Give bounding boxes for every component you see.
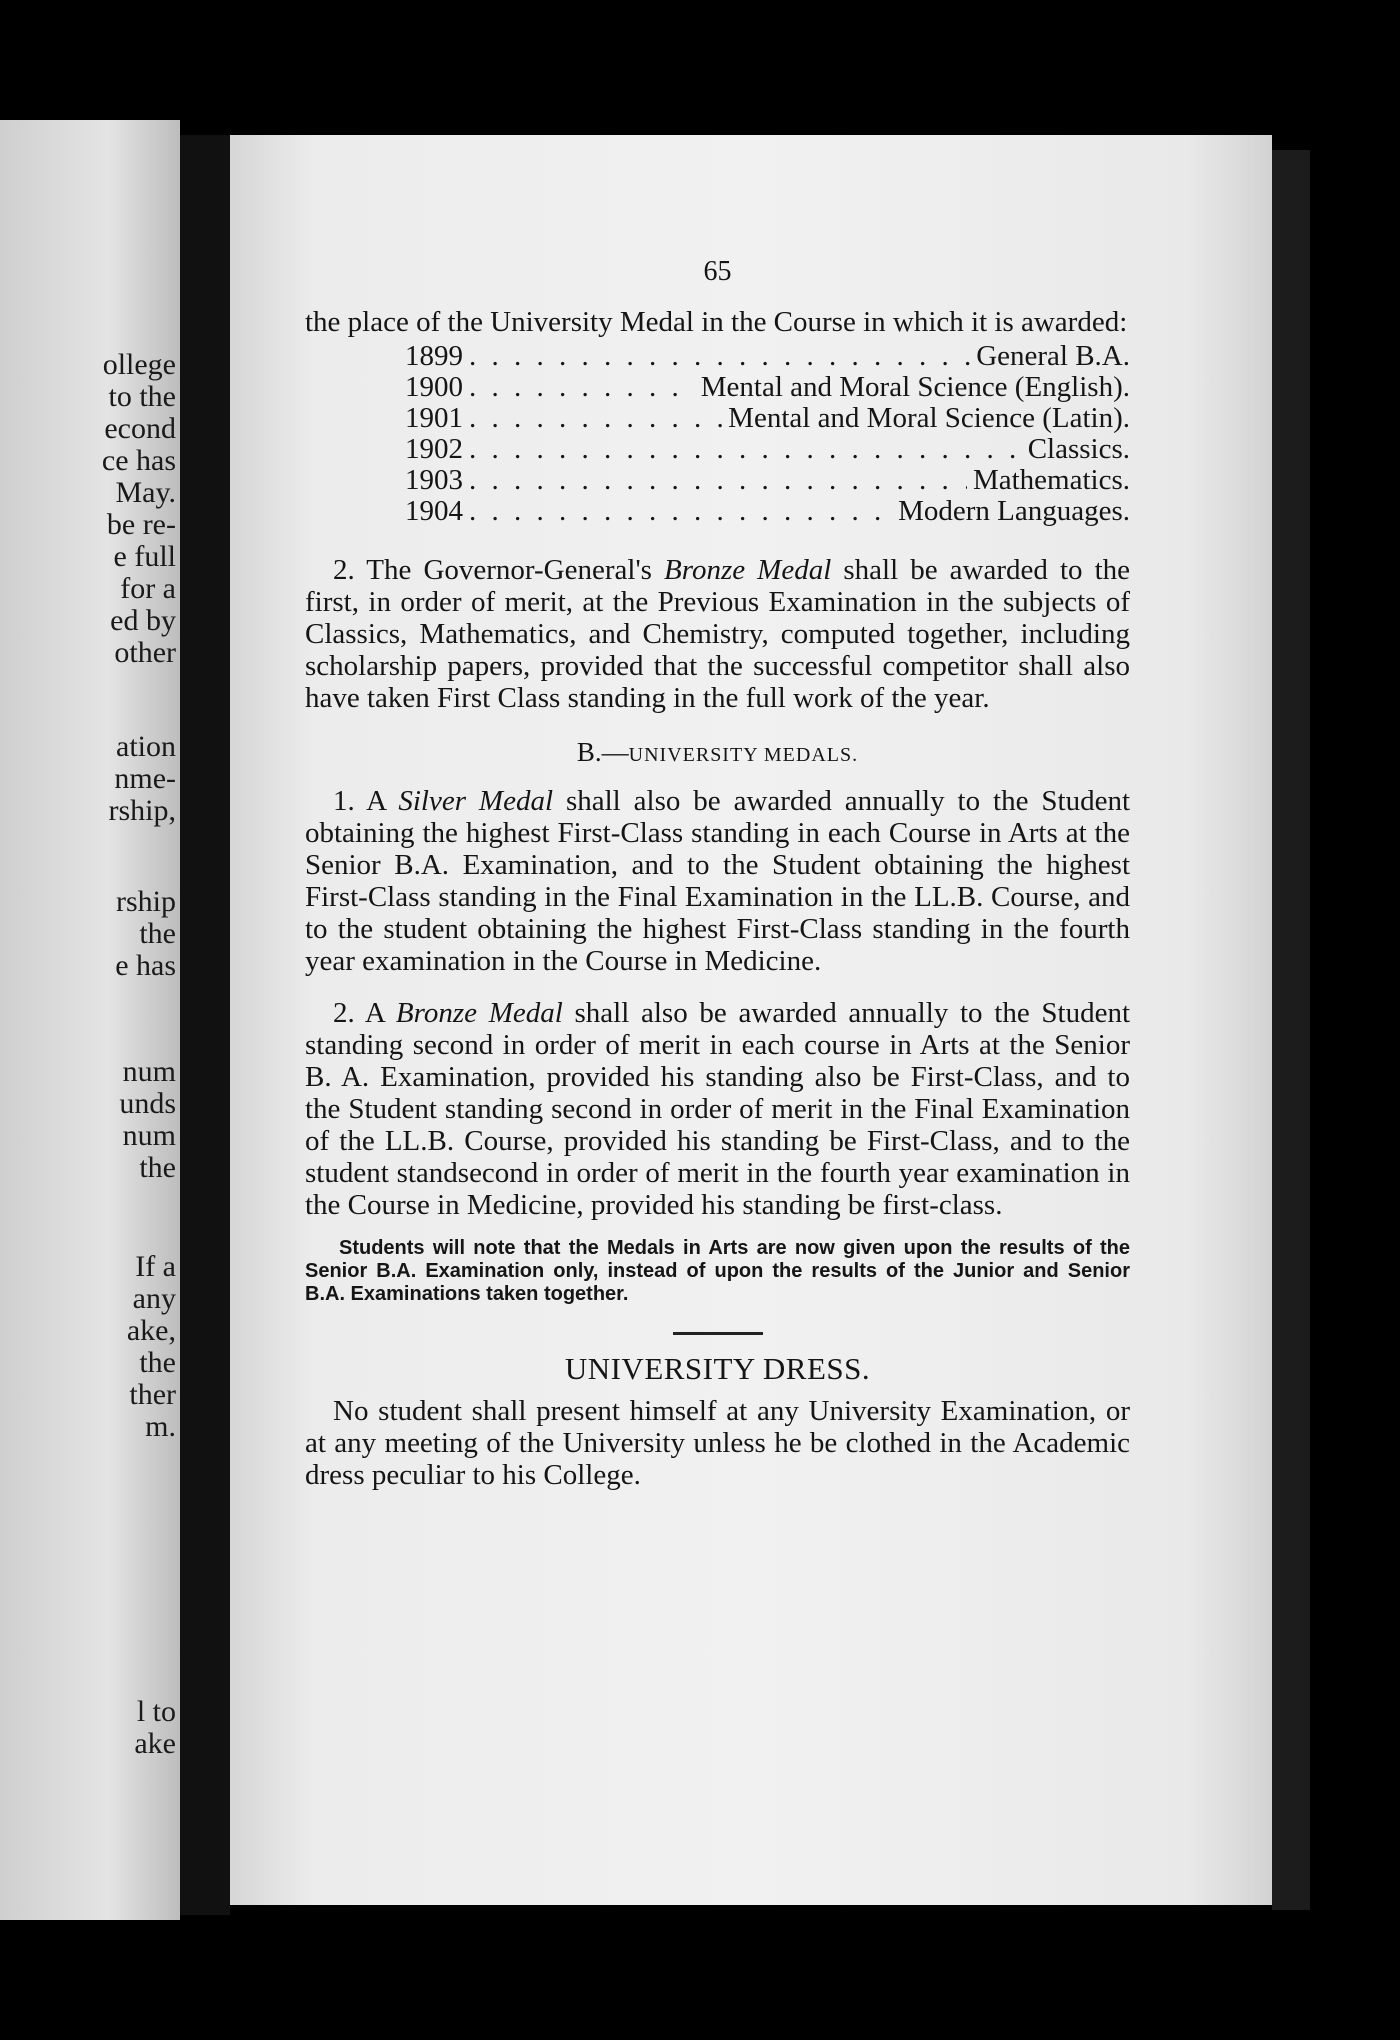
subject: General B.A. [976,340,1130,372]
para-body: shall also be awarded annually to the Student standing second in order of merit in each course in Arts at the Senior B. A. Examination, provided his standing also be First-Class, and to the Student standing second in order of merit in the Final Examination of the LL.B. Course, provided his standing be First-Class, and to the student standsecond in order of merit in the fourth year examination in the Course in Medicine, provided his standing be first-class. [305,997,1131,1221]
dot-leader [469,495,892,527]
silver-medal-paragraph [305,785,1130,977]
dress-paragraph: No student shall present himself at any University Examination, or at any meeting of the University unless he be clothed in the Academic dress peculiar to his College. [305,1395,1130,1491]
subheading-title: UNIVERSITY MEDALS. [628,744,859,766]
year: 1902 [405,433,463,465]
facing-page-text: ce has [101,444,176,477]
para-lead: 2. The Governor-General's [333,554,665,586]
para-lead: 2. A [333,997,396,1029]
facing-page [0,120,180,1920]
facing-page-text: to the [108,380,176,413]
facing-page-text: num [122,1055,176,1088]
list-item [405,340,1130,371]
medal-year-list [405,340,1130,526]
subject: Mathematics. [972,464,1130,496]
section-heading: UNIVERSITY DRESS. [564,1351,871,1386]
list-item [405,402,1130,433]
section-subheading [305,736,1130,771]
facing-page-text: If a [135,1250,176,1283]
year: 1903 [405,464,463,496]
subheading-prefix: B.— [576,737,629,767]
facing-page-text: any [132,1282,176,1315]
facing-page-text: the [139,1346,176,1379]
para-body: shall also be awarded annually to the Student obtaining the highest First-Class standing in each Course in Arts at the Senior B.A. Examination, and to the Student obtaining the highest First-Class standing in the Final Examination in the LL.B. Course, and to the student obtaining the highest First-Class standing in the fourth year examination in the Course in Medicine. [305,785,1131,977]
dot-leader [469,402,722,434]
facing-page-text: May. [115,476,176,509]
facing-page-text: ther [129,1378,176,1411]
facing-page-text: ake [134,1727,176,1760]
emphasis: Silver Medal [398,785,554,817]
subject: Mental and Moral Science (English). [700,371,1130,403]
facing-page-text: e full [113,540,176,573]
dot-leader [469,433,1022,465]
subject: Modern Languages. [898,495,1130,527]
facing-page-text: ation [116,730,176,763]
facing-page-text: rship [116,885,176,918]
dot-leader [469,464,967,496]
section-divider [673,1332,763,1335]
year: 1904 [405,495,463,527]
para-body: shall be awarded to the first, in order of merit, at the Previous Examination in the subjects of Classics, Mathematics, and Chemistry, computed together, including scholarship papers, provided that the successful competitor shall also have taken First Class standing in the full work of the year. [305,554,1130,714]
dot-leader [469,371,695,403]
facing-page-text: ollege [102,348,176,381]
year: 1899 [405,340,463,372]
intro-text: the place of the University Medal in the Course in which it is awarded: [305,306,1128,338]
year: 1900 [405,371,463,403]
list-item [405,495,1130,526]
book-gutter [180,135,230,1915]
facing-page-text: be re- [106,508,176,541]
facing-page-text: other [114,636,176,669]
page-number: 65 [703,256,732,287]
list-item [405,464,1130,495]
bronze-medal-paragraph [305,554,1130,714]
facing-page-text: the [139,917,176,950]
bronze-university-medal-paragraph [305,997,1130,1221]
facing-page-text: e has [115,949,176,982]
facing-page-text: nme- [114,762,176,795]
emphasis: Bronze Medal [395,997,563,1029]
subject: Classics. [1027,433,1130,465]
facing-page-text: rship, [108,794,176,827]
facing-page-text: unds [119,1087,176,1120]
facing-page-text: l to [136,1695,176,1728]
facing-page-text: the [139,1151,176,1184]
para-lead: 1. A [333,785,399,817]
emphasis: Bronze Medal [664,554,832,586]
facing-page-text: for a [120,572,176,605]
students-note: Students will note that the Medals in Arts are now given upon the results of the Senior B.A. Examination only, instead of upon the results of the Junior and Senior B.A. Examinations taken together. [305,1237,1130,1305]
facing-page-text: m. [145,1410,176,1443]
dot-leader [469,340,970,372]
facing-page-text: ed by [110,604,176,637]
list-item [405,371,1130,402]
facing-page-text: ake, [126,1314,176,1347]
year: 1901 [405,402,463,434]
list-item [405,433,1130,464]
facing-page-text: econd [104,412,176,445]
page-edge [1272,150,1310,1910]
subject: Mental and Moral Science (Latin). [728,402,1130,434]
page-content [305,256,1131,1491]
facing-page-text: num [122,1119,176,1152]
